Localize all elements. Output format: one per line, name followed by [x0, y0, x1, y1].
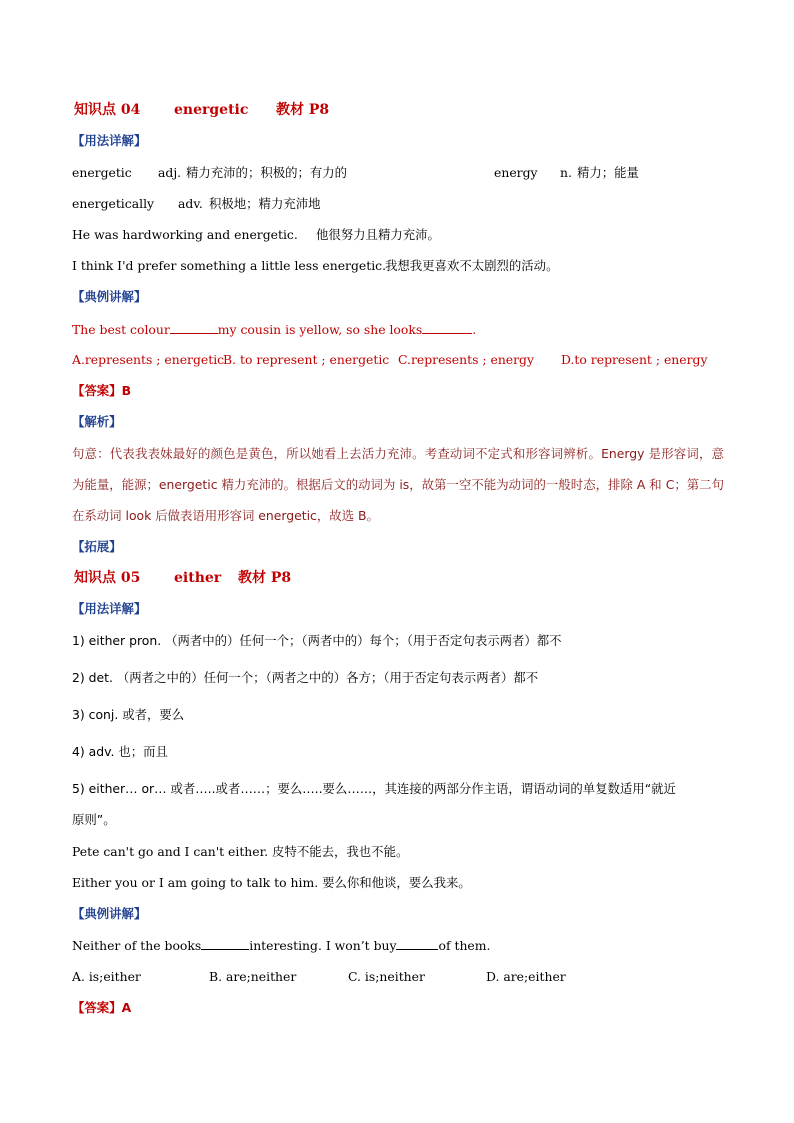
- option-c: C.represents ; energy: [398, 352, 534, 367]
- question-part-3: .: [472, 322, 477, 337]
- usage-word: energetic: [72, 165, 132, 180]
- example-zh: 我想我更喜欢不太剧烈的活动。: [385, 258, 559, 273]
- question-line: [72, 936, 490, 955]
- blank-1: [201, 936, 249, 950]
- question-line: [72, 320, 476, 339]
- question-part-1: Neither of the books: [72, 938, 202, 953]
- typical-header: 【典例讲解】: [72, 289, 147, 304]
- section-05-title: [74, 569, 292, 587]
- usage-meaning-2: 精力；能量: [577, 165, 639, 180]
- option-a: A. is;either: [72, 969, 141, 984]
- usage-item-4: 4) adv. 也；而且: [72, 744, 168, 759]
- usage-item-2: 2) det. （两者之中的）任何一个；（两者之中的）各方；（用于否定句表示两者）都不: [72, 670, 539, 685]
- answer-value: A: [121, 1000, 132, 1015]
- usage-item-3: 3) conj. 或者，要么: [72, 707, 185, 722]
- blank-2: [396, 936, 438, 950]
- usage-item-1: 1) either pron. （两者中的）任何一个；（两者中的）每个；（用于否定句表示两者）都不: [72, 633, 562, 648]
- option-a: A.represents ; energetic: [72, 352, 225, 367]
- blank-2: [422, 320, 472, 334]
- section-04-title: [74, 101, 330, 119]
- usage-meaning: 积极地；精力充沛地: [209, 196, 321, 211]
- example-line-1: Pete can't go and I can't either. 皮特不能去，我也不能。: [72, 844, 409, 859]
- option-c: C. is;neither: [348, 969, 425, 984]
- usage-item-5-cont: 原则”。: [72, 812, 116, 827]
- option-b: B. are;neither: [209, 969, 297, 984]
- usage-pos: adv.: [178, 196, 203, 211]
- options-line: [72, 968, 732, 986]
- usage-pos: adj.: [158, 165, 182, 180]
- section-04-ref: 教材 P8: [276, 102, 330, 118]
- option-d: D.to represent ; energy: [561, 352, 708, 367]
- analysis-text: 句意：代表我表妹最好的颜色是黄色，所以她看上去活力充沛。考查动词不定式和形容词辨析。Energy 是形容词，意为能量，能源；energetic 精力充沛的。根据后文的动词为 is，故第一空不能为动词的一般时态，排除 A 和 C；第二句在系动词 look 后做表语用形容词 energetic，故选 B。: [72, 446, 724, 523]
- analysis-header: 【解析】: [72, 414, 122, 429]
- usage-header: 【用法详解】: [72, 601, 147, 616]
- usage-word: energetically: [72, 196, 155, 211]
- section-04-word: energetic: [174, 102, 249, 118]
- section-05-label: 知识点 05: [74, 570, 141, 586]
- example-line-1: [72, 226, 732, 244]
- option-b: B. to represent ; energetic: [223, 352, 390, 367]
- question-part-1: The best colour: [72, 322, 170, 337]
- section-04-label: 知识点 04: [74, 102, 141, 118]
- example-zh: 他很努力且精力充沛。: [316, 227, 440, 242]
- example-en: He was hardworking and energetic.: [72, 227, 298, 242]
- usage-meaning: 精力充沛的；积极的；有力的: [186, 165, 348, 180]
- answer-line: [72, 382, 131, 400]
- answer-value: B: [121, 383, 132, 398]
- answer-header: 【答案】: [72, 383, 122, 398]
- usage-word-2: energy: [494, 165, 538, 180]
- example-line-2: Either you or I am going to talk to him. 要么你和他谈，要么我来。: [72, 875, 471, 890]
- usage-header: 【用法详解】: [72, 133, 147, 148]
- blank-1: [170, 320, 218, 334]
- usage-pos-2: n.: [560, 165, 572, 180]
- section-05-ref: 教材 P8: [238, 570, 292, 586]
- question-part-2: my cousin is yellow, so she looks: [217, 322, 423, 337]
- option-d: D. are;either: [486, 969, 566, 984]
- extend-header: 【拓展】: [72, 539, 122, 554]
- usage-item-5: 5) either… or… 或者…..或者……；要么…..要么……，其连接的两部分作主语，谓语动词的单复数适用“就近: [72, 781, 676, 796]
- section-05-word: either: [174, 570, 222, 586]
- options-line: [72, 351, 732, 369]
- example-en: I think I'd prefer something a little less energetic.: [72, 258, 387, 273]
- usage-line-1: [72, 164, 732, 182]
- question-part-2: interesting. I won’t buy: [249, 938, 397, 953]
- answer-line: [72, 999, 131, 1017]
- typical-header: 【典例讲解】: [72, 906, 147, 921]
- question-part-3: of them.: [438, 938, 491, 953]
- answer-header: 【答案】: [72, 1000, 122, 1015]
- example-line-2: [72, 257, 732, 275]
- usage-line-2: [72, 195, 732, 213]
